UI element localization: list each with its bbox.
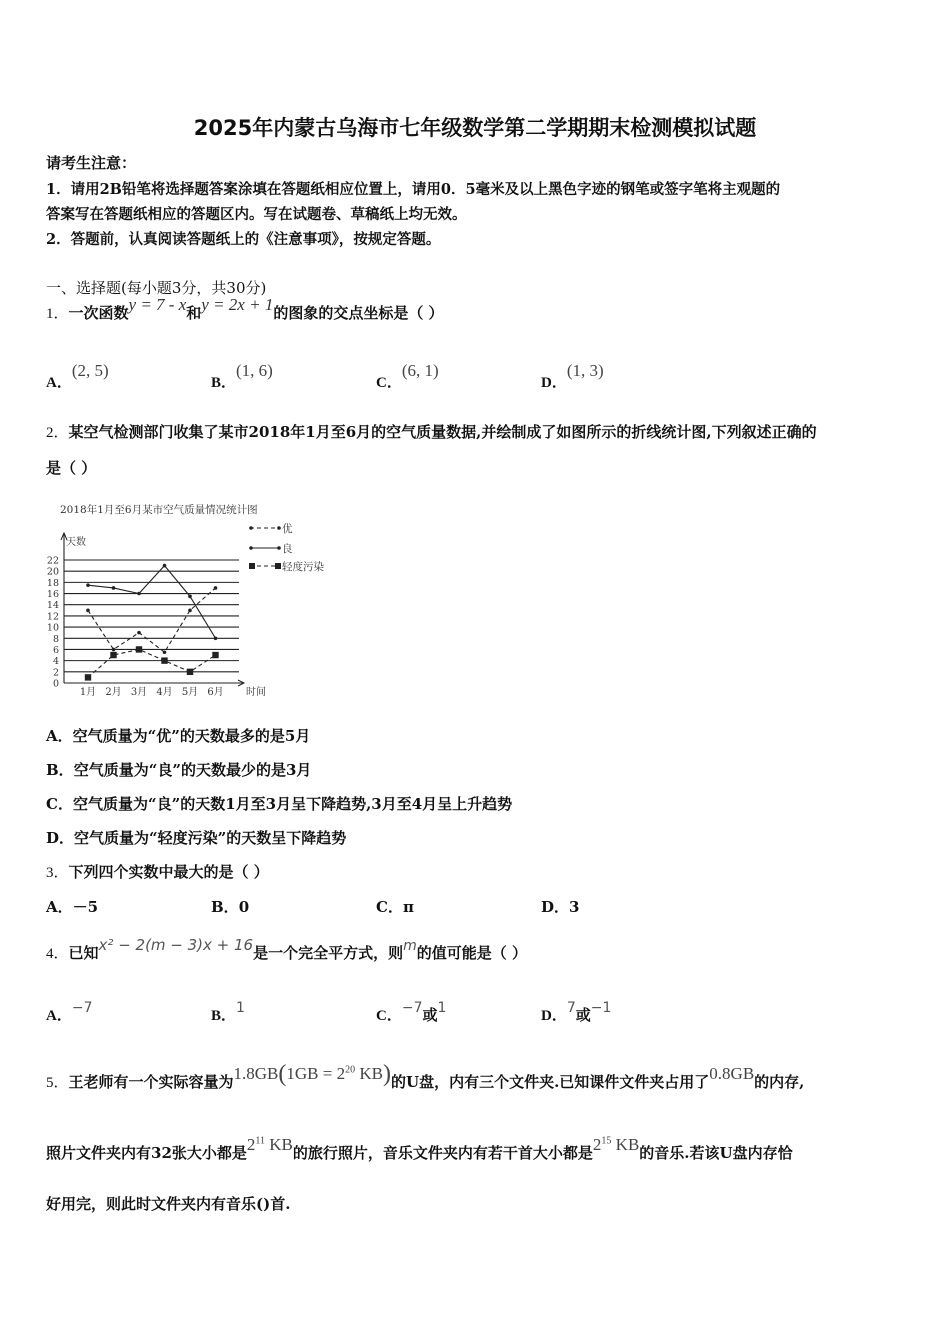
option-or: 或 <box>575 1006 591 1024</box>
y-tick-label: 14 <box>46 600 59 612</box>
air-quality-line-chart <box>44 498 344 703</box>
y-axis-label: 天数 <box>66 537 86 548</box>
q1-option-b[interactable]: B．(1, 6) <box>211 361 273 391</box>
q1-equation-2: y = 2x + 1 <box>201 295 274 314</box>
x-tick-label: 2月 <box>105 687 122 698</box>
option-value: (2, 5) <box>71 361 109 380</box>
data-point <box>214 636 218 640</box>
y-tick-label: 12 <box>46 611 59 623</box>
data-point <box>110 652 116 658</box>
option-value: 空气质量为“良”的天数最少的是3月 <box>73 761 312 779</box>
option-value: (1, 6) <box>236 361 273 380</box>
x-tick-label: 1月 <box>79 687 97 698</box>
y-tick-label: 8 <box>52 633 59 645</box>
question-number: 1． <box>46 306 69 322</box>
series-line-0 <box>88 588 216 652</box>
q5-used-memory: 0.8GB <box>709 1064 755 1083</box>
data-point <box>161 657 167 663</box>
option-value: 空气质量为“优”的天数最多的是5月 <box>72 727 311 745</box>
option-value: 0 <box>238 898 250 916</box>
data-point <box>85 674 91 680</box>
question-4: 4．已知x² − 2(m − 3)x + 16是一个完全平方式，则m的值可能是（ ） <box>46 936 527 962</box>
data-point <box>188 595 192 599</box>
q4-expression: x² − 2(m − 3)x + 16 <box>98 936 254 954</box>
notice-line-2: 答案写在答题纸相应的答题区内。写在试题卷、草稿纸上均无效。 <box>46 206 467 223</box>
q5-capacity: 1.8GB <box>233 1064 279 1083</box>
q4-option-a[interactable]: A．−7 <box>46 1000 93 1024</box>
question-5-line-3: 好用完，则此时文件夹内有音乐()首. <box>46 1195 291 1213</box>
option-value: 1 <box>236 1000 245 1016</box>
legend-label: 轻度污染 <box>282 561 324 573</box>
x-tick-label: 6月 <box>207 687 224 698</box>
q5-music-size: $2^{15}$ KB <box>592 1135 640 1154</box>
q1-option-d[interactable]: D．(1, 3) <box>541 361 604 391</box>
data-point <box>187 669 193 675</box>
option-value: −7 <box>71 1000 93 1016</box>
option-value-2: −1 <box>590 1000 612 1016</box>
legend-marker <box>277 546 281 550</box>
y-tick-label: 22 <box>46 555 59 567</box>
q1-option-c[interactable]: C．(6, 1) <box>376 361 439 391</box>
y-tick-label: 10 <box>46 622 59 634</box>
question-5-line-1: 5．王老师有一个实际容量为$1.8GB(1GB = 2^{20}$ KB)的U盘，内有三个文件夹.已知课件文件夹占用了0.8GB的内存, <box>46 1061 805 1091</box>
option-value-2: 1 <box>437 1000 447 1016</box>
question-1 <box>46 295 444 323</box>
data-point <box>112 648 116 652</box>
notice-line-1: 1．请用2B铅笔将选择题答案涂填在答题纸相应位置上，请用0．5毫米及以上黑色字迹的钢笔或签字笔将主观题的 <box>46 181 781 198</box>
q4-option-d[interactable]: D．7或−1 <box>541 1000 612 1024</box>
data-point <box>212 652 218 658</box>
y-tick-label: 20 <box>46 566 59 578</box>
data-point <box>137 592 141 596</box>
chart-title: 2018年1月至6月某市空气质量情况统计图 <box>60 504 258 516</box>
q5-paren-close: ) <box>382 1061 391 1087</box>
option-value: (1, 3) <box>566 361 604 380</box>
q3-option-b[interactable]: B．0 <box>211 898 250 916</box>
page-title: 2025年内蒙古乌海市七年级数学第二学期期末检测模拟试题 <box>193 116 757 140</box>
q1-text-post: 的图象的交点坐标是（ ） <box>273 304 444 322</box>
q1-option-a[interactable]: A．(2, 5) <box>46 361 109 391</box>
legend-marker <box>249 546 253 550</box>
legend-marker <box>275 563 281 569</box>
question-2-line-2: 是（ ） <box>46 459 97 477</box>
data-point <box>163 650 167 654</box>
legend-marker <box>249 526 253 530</box>
option-value: 空气质量为“良”的天数1月至3月呈下降趋势,3月至4月呈上升趋势 <box>72 795 513 813</box>
q3-option-d[interactable]: D．3 <box>541 898 580 916</box>
option-value: 空气质量为“轻度污染”的天数呈下降趋势 <box>74 829 347 847</box>
question-5-line-2: 照片文件夹内有32张大小都是$2^{11}$ KB的旅行照片，音乐文件夹内有若干首大小都是$2^{15}$ KB的音乐.若该U盘内存恰 <box>46 1135 793 1162</box>
y-tick-label: 0 <box>52 678 59 690</box>
data-point <box>137 631 141 635</box>
data-point <box>214 586 218 590</box>
x-tick-label: 5月 <box>181 687 199 698</box>
option-value: 3 <box>569 898 580 916</box>
data-point <box>136 646 142 652</box>
question-3: 3．下列四个实数中最大的是（ ） <box>46 863 269 881</box>
x-tick-label: 4月 <box>156 687 173 698</box>
q5-paren-open: ( <box>278 1061 287 1087</box>
q2-option-d[interactable]: D．空气质量为“轻度污染”的天数呈下降趋势 <box>46 829 347 847</box>
q1-equation-1: y = 7 - x <box>128 295 187 314</box>
data-point <box>188 609 192 613</box>
option-value-1: −7 <box>401 1000 423 1016</box>
q2-option-c[interactable]: C．空气质量为“良”的天数1月至3月呈下降趋势,3月至4月呈上升趋势 <box>46 795 513 813</box>
x-axis-label: 时间 <box>246 687 266 698</box>
option-value: －5 <box>72 898 99 916</box>
legend-marker <box>249 563 255 569</box>
y-tick-label: 4 <box>52 656 59 668</box>
q4-option-b[interactable]: B．1 <box>211 1000 245 1024</box>
q4-option-c[interactable]: C．−7或1 <box>376 1000 447 1024</box>
y-tick-label: 16 <box>46 589 59 601</box>
notice-heading: 请考生注意： <box>46 154 137 172</box>
notice-line-3: 2．答题前，认真阅读答题纸上的《注意事项》，按规定答题。 <box>46 231 441 248</box>
q3-option-a[interactable]: A．－5 <box>46 898 99 916</box>
option-value: π <box>402 898 414 916</box>
option-value: (6, 1) <box>401 361 439 380</box>
q3-option-c[interactable]: C．π <box>376 898 414 916</box>
data-point <box>163 564 167 568</box>
q1-text-pre: 一次函数 <box>68 304 129 322</box>
y-tick-label: 18 <box>46 577 59 589</box>
question-2-line-1: 2．某空气检测部门收集了某市2018年1月至6月的空气质量数据,并绘制成了如图所示的折线统计图,下列叙述正确的 <box>46 423 817 441</box>
data-point <box>112 586 116 590</box>
data-point <box>86 609 90 613</box>
legend-marker <box>277 526 281 530</box>
legend-label: 优 <box>282 523 293 535</box>
section-heading: 一、选择题(每小题3分，共30分) <box>46 279 267 297</box>
option-value-1: 7 <box>566 1000 576 1016</box>
q2-option-a[interactable]: A．空气质量为“优”的天数最多的是5月 <box>46 727 311 745</box>
x-tick-label: 3月 <box>130 687 148 698</box>
q5-photo-size: $2^{11}$ KB <box>246 1135 293 1154</box>
q2-option-b[interactable]: B．空气质量为“良”的天数最少的是3月 <box>46 761 312 779</box>
q1-text-mid: 和 <box>186 304 202 322</box>
option-or: 或 <box>422 1006 438 1024</box>
q5-unit-def: $1GB = 2^{20}$ KB <box>286 1064 383 1083</box>
legend-label: 良 <box>282 543 293 555</box>
q4-variable: m <box>403 938 417 954</box>
y-tick-label: 2 <box>52 667 59 679</box>
y-tick-label: 6 <box>52 644 59 656</box>
data-point <box>86 583 90 587</box>
series-line-2 <box>88 649 216 677</box>
